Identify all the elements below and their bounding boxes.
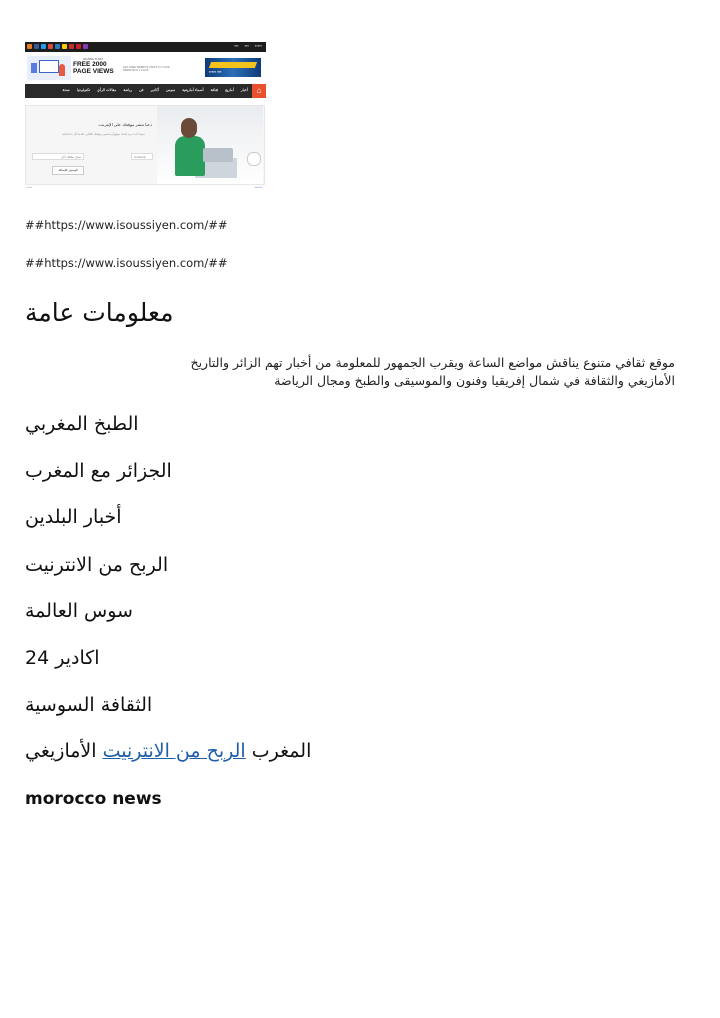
site-url: ##https://www.isoussiyen.com/## xyxy=(25,256,228,270)
google-icon[interactable] xyxy=(48,44,53,49)
nav-item[interactable]: تكنولوجيا xyxy=(76,88,91,92)
footer-right-link[interactable]: ▪▪▪ ▪▪▪▪ xyxy=(254,186,262,189)
page-title: معلومات عامة xyxy=(25,298,174,327)
nav-item[interactable]: صحة xyxy=(62,88,70,92)
nav-item[interactable]: أخبار xyxy=(240,88,248,92)
heading-text: المغرب xyxy=(251,740,312,762)
heading-internet-profit: الربح من الانترنيت xyxy=(25,554,169,576)
screenshot-footer xyxy=(25,184,266,192)
nav-item[interactable]: أكادير xyxy=(150,88,159,92)
site-url: ##https://www.isoussiyen.com/## xyxy=(25,218,228,232)
nav-item[interactable]: ثقافة xyxy=(210,88,219,92)
nav-item[interactable]: مقالات الرأي xyxy=(97,88,117,92)
nav-item[interactable]: أسماء أمازيغية xyxy=(182,88,204,92)
heading-soussi-culture: الثقافة السوسية xyxy=(25,694,153,716)
heading-souss: سوس العالمة xyxy=(25,600,133,622)
twitter-icon[interactable] xyxy=(41,44,46,49)
main-nav xyxy=(25,84,266,98)
facebook-icon[interactable] xyxy=(34,44,39,49)
hero-photo xyxy=(157,106,263,184)
instagram-icon[interactable] xyxy=(83,44,88,49)
embedded-site-screenshot xyxy=(25,42,266,192)
ad-illustration xyxy=(27,56,71,80)
rss-icon[interactable] xyxy=(27,44,32,49)
ad-small-text: WANNA THIS? xyxy=(83,57,104,61)
site-logo[interactable]: ▪▪▪ ▪▪▪▪▪ xyxy=(205,58,261,77)
top-link[interactable]: ▪▪▪▪▪ xyxy=(254,43,262,48)
brand-field[interactable]: GoDaddy xyxy=(131,153,153,160)
hero-subtitle: سواء كنت تريد إنشاء موقع أو تحسين موقعك الحالي، فلدينا كل ما تحتاجه xyxy=(62,132,145,136)
badge-icon xyxy=(247,152,261,166)
description-line: موقع ثقافي متنوع يناقش مواضع الساعة ويقرب الجمهور للمعلومة من أخبار تهم الزائر والتاريخ xyxy=(190,355,675,370)
nav-list xyxy=(63,88,248,92)
nav-item[interactable]: رياضة xyxy=(123,88,133,92)
heading-algeria-morocco: الجزائر مع المغرب xyxy=(25,460,172,482)
heading-two-countries-news: أخبار البلدين xyxy=(25,506,122,528)
hero-title: دعنا ننشر موقعك على الإنترنت. xyxy=(98,122,153,127)
hero-banner xyxy=(25,105,265,185)
social-icons xyxy=(27,44,88,49)
description-line: الأمازيغي والثقافة في شمال إفريقيا وفنون والموسيقى والطبخ ومجال الرياضة xyxy=(274,373,675,388)
pinterest-icon[interactable] xyxy=(76,44,81,49)
ad-side-text: GET FREE WEBSITE VISITS TO YOUR WEBSITE IN 1 CLICK xyxy=(123,66,170,72)
nav-item[interactable]: أمازيغ xyxy=(225,88,234,92)
snapchat-icon[interactable] xyxy=(62,44,67,49)
footer-left: ▪ ▪▪▪▪▪ xyxy=(26,186,33,189)
heading-text: الأمازيغي xyxy=(25,740,97,762)
linkedin-icon[interactable] xyxy=(55,44,60,49)
ad-banner[interactable] xyxy=(27,55,177,81)
heading-moroccan-cuisine: الطبخ المغربي xyxy=(25,413,139,435)
internet-profit-link[interactable]: الربح من الانترنيت xyxy=(102,740,246,762)
heading-amazigh-morocco xyxy=(25,740,311,762)
top-link[interactable]: ▪▪▪ xyxy=(244,43,249,48)
home-icon[interactable]: ⌂ xyxy=(252,84,266,98)
youtube-icon[interactable] xyxy=(69,44,74,49)
nav-item[interactable]: سوس xyxy=(165,88,176,92)
domain-search-input[interactable]: سجل نطاقك الآن xyxy=(32,153,84,160)
domain-button[interactable]: الوصول للإضافة xyxy=(52,166,84,175)
nav-item[interactable]: فن xyxy=(139,88,144,92)
heading-morocco-news: morocco news xyxy=(25,789,162,809)
top-links xyxy=(234,43,262,48)
top-link[interactable]: ▪▪▪ xyxy=(234,43,239,48)
ad-headline: FREE 2000 PAGE VIEWS xyxy=(73,61,114,75)
heading-agadir: اكادير 24 xyxy=(25,647,100,669)
top-bar xyxy=(25,42,266,52)
